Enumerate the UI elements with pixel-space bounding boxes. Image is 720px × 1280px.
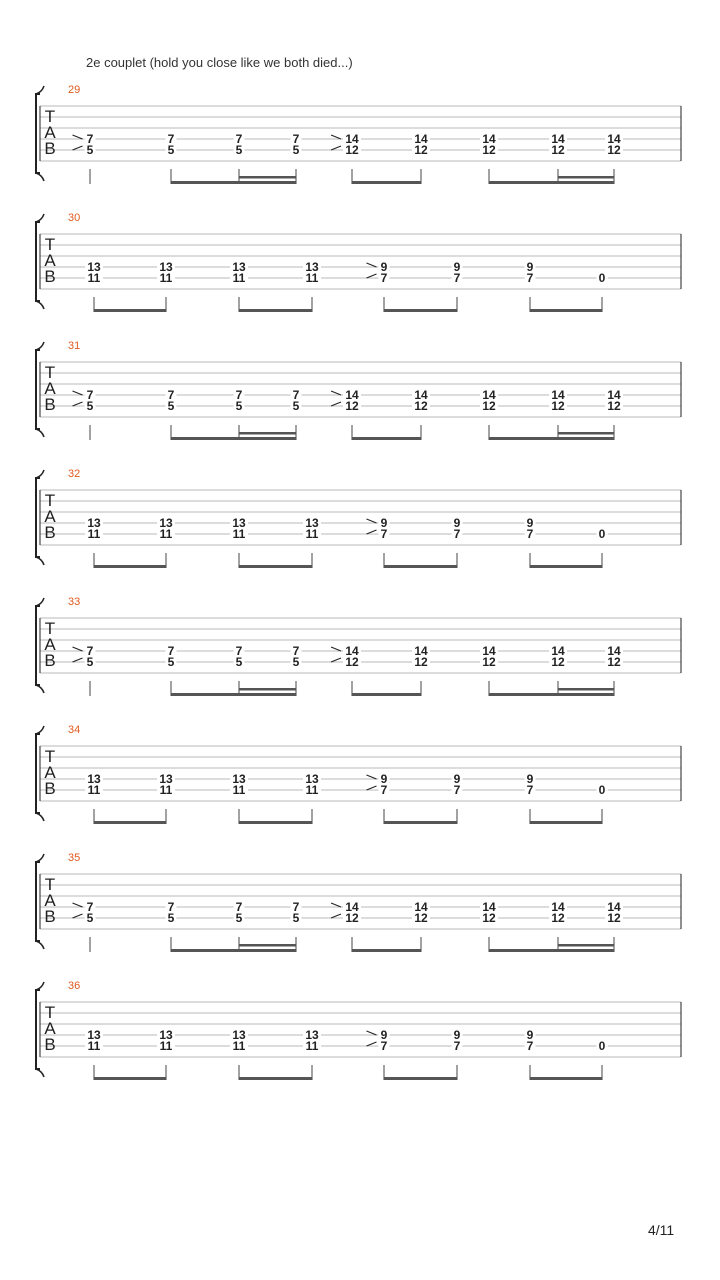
system-bracket	[36, 350, 40, 429]
fret-number-bottom: 7	[453, 527, 461, 541]
fret-number-top: 9	[380, 772, 388, 786]
fret-number-bottom: 11	[87, 271, 101, 285]
fret-number-top: 14	[345, 132, 359, 146]
fret-number-top: 7	[167, 132, 175, 146]
fret-number-bottom: 12	[607, 911, 621, 925]
sub-beam	[239, 432, 296, 435]
tab-letter: B	[44, 779, 56, 798]
fret-number-top: 7	[167, 900, 175, 914]
slide-mark	[73, 914, 83, 918]
slide-mark	[73, 903, 83, 907]
measure-number: 30	[68, 212, 81, 224]
fret-number-top: 7	[292, 900, 300, 914]
fret-number-top: 7	[235, 132, 243, 146]
fret-number-top: 14	[607, 900, 621, 914]
fret-number-bottom: 11	[87, 527, 101, 541]
tab-letter: B	[44, 395, 56, 414]
bracket-hook-top	[36, 470, 44, 478]
fret-number-top: 13	[87, 1028, 101, 1042]
fret-number-bottom: 12	[345, 911, 359, 925]
system-bracket	[36, 734, 40, 813]
beam	[530, 1077, 602, 1080]
fret-number-top: 13	[305, 1028, 319, 1042]
tab-staff	[0, 346, 720, 446]
fret-number-top: 9	[526, 260, 534, 274]
tab-letter: A	[44, 379, 56, 398]
bracket-hook-bottom	[36, 301, 44, 309]
tab-letter: B	[44, 1035, 56, 1054]
fret-number-top: 7	[235, 900, 243, 914]
fret-number-top: 9	[526, 772, 534, 786]
measure-number: 31	[68, 340, 81, 352]
fret-number-bottom: 12	[345, 655, 359, 669]
fret-number-top: 14	[414, 388, 428, 402]
fret-number-top: 7	[86, 132, 94, 146]
fret-number-bottom: 12	[482, 399, 496, 413]
bracket-hook-bottom	[36, 685, 44, 693]
tab-letter: T	[44, 491, 56, 510]
bracket-hook-bottom	[36, 813, 44, 821]
tab-system	[0, 340, 720, 446]
fret-number-top: 14	[345, 900, 359, 914]
fret-number-bottom: 12	[414, 143, 428, 157]
sub-beam	[558, 944, 614, 947]
slide-mark	[367, 786, 377, 790]
tab-staff	[0, 218, 720, 318]
fret-number-bottom: 7	[526, 271, 534, 285]
fret-number-top: 7	[235, 644, 243, 658]
slide-mark	[73, 135, 83, 139]
fret-number-top: 14	[607, 388, 621, 402]
fret-number-bottom: 7	[453, 783, 461, 797]
fret-number-bottom: 5	[235, 143, 243, 157]
beam	[384, 1077, 457, 1080]
sub-beam	[558, 432, 614, 435]
measure-number: 29	[68, 84, 81, 96]
fret-number-top: 13	[159, 1028, 173, 1042]
beam	[352, 437, 421, 440]
measure-number: 35	[68, 852, 81, 864]
fret-number-bottom: 7	[380, 271, 388, 285]
tab-system	[0, 468, 720, 574]
slide-mark	[367, 1031, 377, 1035]
beam	[239, 1077, 312, 1080]
fret-number-bottom: 11	[159, 271, 173, 285]
fret-number-top: 13	[232, 772, 246, 786]
fret-number-top: 14	[551, 900, 565, 914]
bracket-hook-top	[36, 598, 44, 606]
tab-system	[0, 84, 720, 190]
fret-number-bottom: 12	[551, 655, 565, 669]
tab-letter: T	[44, 1003, 56, 1022]
fret-number-bottom: 11	[305, 783, 319, 797]
slide-mark	[73, 647, 83, 651]
slide-mark	[367, 775, 377, 779]
tab-system	[0, 724, 720, 830]
fret-number-bottom: 12	[551, 911, 565, 925]
fret-number-bottom: 0	[598, 271, 606, 285]
fret-number-top: 14	[482, 132, 496, 146]
fret-number-bottom: 12	[345, 143, 359, 157]
tab-staff	[0, 858, 720, 958]
fret-number-bottom: 12	[607, 143, 621, 157]
slide-mark	[73, 402, 83, 406]
fret-number-bottom: 5	[292, 399, 300, 413]
fret-number-top: 7	[292, 132, 300, 146]
fret-number-bottom: 5	[292, 143, 300, 157]
tab-letter: B	[44, 267, 56, 286]
slide-mark	[331, 146, 341, 150]
fret-number-bottom: 5	[292, 655, 300, 669]
fret-number-top: 14	[607, 132, 621, 146]
fret-number-bottom: 7	[380, 783, 388, 797]
slide-mark	[331, 391, 341, 395]
measure-number: 32	[68, 468, 81, 480]
bracket-hook-bottom	[36, 173, 44, 181]
tab-letter: B	[44, 907, 56, 926]
slide-mark	[331, 135, 341, 139]
fret-number-bottom: 7	[380, 527, 388, 541]
fret-number-top: 9	[453, 1028, 461, 1042]
beam	[171, 949, 296, 952]
fret-number-bottom: 12	[482, 911, 496, 925]
fret-number-bottom: 5	[167, 143, 175, 157]
bracket-hook-top	[36, 214, 44, 222]
fret-number-bottom: 7	[453, 1039, 461, 1053]
fret-number-bottom: 5	[167, 399, 175, 413]
bracket-hook-bottom	[36, 557, 44, 565]
fret-number-bottom: 12	[607, 655, 621, 669]
fret-number-top: 9	[453, 772, 461, 786]
fret-number-bottom: 5	[86, 143, 94, 157]
fret-number-top: 7	[292, 388, 300, 402]
bracket-hook-top	[36, 86, 44, 94]
fret-number-bottom: 12	[345, 399, 359, 413]
fret-number-top: 13	[305, 516, 319, 530]
beam	[489, 437, 614, 440]
tab-staff	[0, 90, 720, 190]
fret-number-top: 13	[159, 260, 173, 274]
beam	[94, 309, 166, 312]
beam	[171, 693, 296, 696]
fret-number-top: 14	[414, 644, 428, 658]
beam	[239, 309, 312, 312]
sub-beam	[239, 176, 296, 179]
system-bracket	[36, 990, 40, 1069]
system-bracket	[36, 94, 40, 173]
fret-number-top: 13	[87, 772, 101, 786]
fret-number-top: 7	[292, 644, 300, 658]
beam	[171, 181, 296, 184]
fret-number-bottom: 12	[607, 399, 621, 413]
measure-number: 33	[68, 596, 81, 608]
beam	[352, 181, 421, 184]
fret-number-bottom: 5	[235, 399, 243, 413]
sub-beam	[239, 944, 296, 947]
tab-letter: A	[44, 251, 56, 270]
slide-mark	[367, 274, 377, 278]
tab-system	[0, 596, 720, 702]
fret-number-bottom: 11	[305, 527, 319, 541]
tab-staff	[0, 474, 720, 574]
tab-system	[0, 852, 720, 958]
system-bracket	[36, 222, 40, 301]
fret-number-top: 13	[232, 516, 246, 530]
fret-number-bottom: 0	[598, 783, 606, 797]
beam	[489, 181, 614, 184]
tab-staff	[0, 602, 720, 702]
fret-number-top: 14	[345, 388, 359, 402]
fret-number-bottom: 5	[292, 911, 300, 925]
beam	[352, 693, 421, 696]
page-number: 4/11	[648, 1222, 675, 1238]
fret-number-bottom: 5	[167, 911, 175, 925]
fret-number-top: 7	[167, 388, 175, 402]
fret-number-top: 13	[232, 1028, 246, 1042]
beam	[94, 565, 166, 568]
bracket-hook-top	[36, 854, 44, 862]
tab-letter: T	[44, 619, 56, 638]
fret-number-top: 13	[159, 772, 173, 786]
bracket-hook-bottom	[36, 1069, 44, 1077]
slide-mark	[367, 263, 377, 267]
fret-number-top: 7	[86, 900, 94, 914]
fret-number-top: 13	[159, 516, 173, 530]
fret-number-bottom: 11	[305, 271, 319, 285]
beam	[489, 949, 614, 952]
fret-number-bottom: 12	[551, 399, 565, 413]
sub-beam	[558, 176, 614, 179]
fret-number-top: 7	[235, 388, 243, 402]
fret-number-bottom: 12	[551, 143, 565, 157]
beam	[94, 1077, 166, 1080]
fret-number-bottom: 0	[598, 1039, 606, 1053]
tab-letter: B	[44, 651, 56, 670]
tab-letter: T	[44, 747, 56, 766]
fret-number-bottom: 7	[526, 1039, 534, 1053]
beam	[384, 821, 457, 824]
fret-number-top: 13	[87, 516, 101, 530]
fret-number-top: 7	[86, 388, 94, 402]
beam	[171, 437, 296, 440]
slide-mark	[73, 658, 83, 662]
tab-letter: A	[44, 635, 56, 654]
section-title: 2e couplet (hold you close like we both died...)	[86, 55, 353, 70]
fret-number-top: 14	[414, 900, 428, 914]
fret-number-bottom: 7	[453, 271, 461, 285]
fret-number-top: 13	[87, 260, 101, 274]
tab-letter: B	[44, 523, 56, 542]
tab-letter: T	[44, 875, 56, 894]
sub-beam	[558, 688, 614, 691]
fret-number-top: 7	[86, 644, 94, 658]
system-bracket	[36, 606, 40, 685]
fret-number-bottom: 12	[482, 143, 496, 157]
beam	[239, 821, 312, 824]
bracket-hook-bottom	[36, 941, 44, 949]
fret-number-top: 9	[526, 516, 534, 530]
beam	[94, 821, 166, 824]
fret-number-top: 14	[551, 132, 565, 146]
tab-system	[0, 212, 720, 318]
fret-number-top: 14	[482, 900, 496, 914]
slide-mark	[367, 530, 377, 534]
system-bracket	[36, 862, 40, 941]
fret-number-bottom: 0	[598, 527, 606, 541]
fret-number-bottom: 12	[414, 911, 428, 925]
fret-number-bottom: 7	[526, 527, 534, 541]
fret-number-bottom: 11	[159, 1039, 173, 1053]
beam	[384, 565, 457, 568]
slide-mark	[331, 914, 341, 918]
fret-number-top: 13	[305, 772, 319, 786]
tab-letter: A	[44, 507, 56, 526]
tab-staff	[0, 730, 720, 830]
fret-number-bottom: 11	[232, 271, 246, 285]
fret-number-top: 14	[551, 644, 565, 658]
fret-number-bottom: 7	[380, 1039, 388, 1053]
fret-number-top: 9	[380, 260, 388, 274]
tab-system	[0, 980, 720, 1086]
slide-mark	[331, 903, 341, 907]
tab-letter: B	[44, 139, 56, 158]
fret-number-bottom: 11	[232, 527, 246, 541]
fret-number-top: 14	[607, 644, 621, 658]
slide-mark	[331, 647, 341, 651]
fret-number-bottom: 11	[232, 783, 246, 797]
measure-number: 34	[68, 724, 81, 736]
slide-mark	[367, 519, 377, 523]
fret-number-top: 9	[453, 516, 461, 530]
tab-letter: A	[44, 1019, 56, 1038]
fret-number-bottom: 11	[87, 783, 101, 797]
fret-number-top: 7	[167, 644, 175, 658]
fret-number-top: 14	[482, 644, 496, 658]
fret-number-top: 14	[414, 132, 428, 146]
beam	[530, 309, 602, 312]
fret-number-bottom: 5	[86, 399, 94, 413]
bracket-hook-top	[36, 982, 44, 990]
beam	[489, 693, 614, 696]
fret-number-bottom: 5	[235, 911, 243, 925]
bracket-hook-bottom	[36, 429, 44, 437]
fret-number-top: 9	[380, 516, 388, 530]
fret-number-bottom: 11	[159, 527, 173, 541]
measure-number: 36	[68, 980, 81, 992]
bracket-hook-top	[36, 726, 44, 734]
fret-number-bottom: 5	[86, 911, 94, 925]
beam	[352, 949, 421, 952]
fret-number-bottom: 12	[414, 399, 428, 413]
fret-number-bottom: 11	[87, 1039, 101, 1053]
tab-letter: T	[44, 363, 56, 382]
fret-number-bottom: 11	[159, 783, 173, 797]
fret-number-top: 9	[526, 1028, 534, 1042]
tab-letter: A	[44, 891, 56, 910]
tab-staff	[0, 986, 720, 1086]
fret-number-bottom: 5	[235, 655, 243, 669]
tab-letter: A	[44, 763, 56, 782]
fret-number-top: 13	[305, 260, 319, 274]
sub-beam	[239, 688, 296, 691]
slide-mark	[331, 658, 341, 662]
fret-number-bottom: 12	[414, 655, 428, 669]
fret-number-top: 14	[345, 644, 359, 658]
fret-number-bottom: 12	[482, 655, 496, 669]
slide-mark	[73, 391, 83, 395]
fret-number-bottom: 11	[232, 1039, 246, 1053]
fret-number-top: 9	[453, 260, 461, 274]
beam	[239, 565, 312, 568]
tab-letter: T	[44, 235, 56, 254]
bracket-hook-top	[36, 342, 44, 350]
fret-number-bottom: 5	[86, 655, 94, 669]
beam	[530, 821, 602, 824]
tab-letter: A	[44, 123, 56, 142]
fret-number-bottom: 5	[167, 655, 175, 669]
fret-number-bottom: 11	[305, 1039, 319, 1053]
slide-mark	[367, 1042, 377, 1046]
fret-number-top: 13	[232, 260, 246, 274]
fret-number-top: 9	[380, 1028, 388, 1042]
fret-number-top: 14	[482, 388, 496, 402]
beam	[384, 309, 457, 312]
fret-number-bottom: 7	[526, 783, 534, 797]
system-bracket	[36, 478, 40, 557]
slide-mark	[73, 146, 83, 150]
tab-letter: T	[44, 107, 56, 126]
slide-mark	[331, 402, 341, 406]
beam	[530, 565, 602, 568]
fret-number-top: 14	[551, 388, 565, 402]
